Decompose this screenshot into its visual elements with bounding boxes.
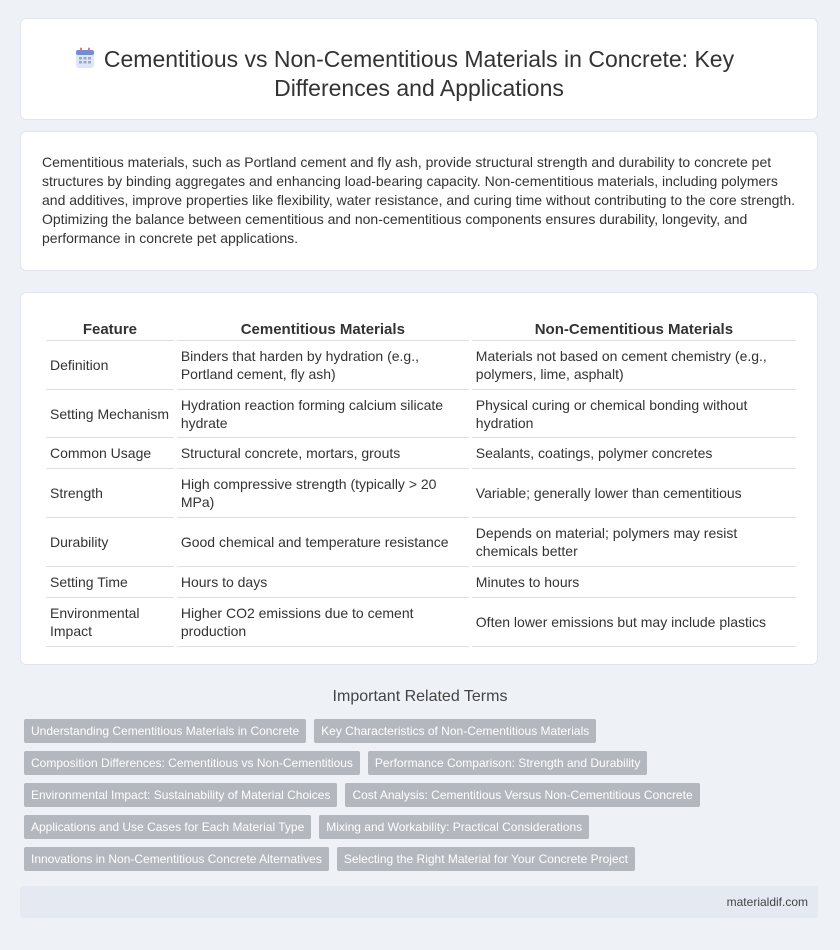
- table-row: [46, 518, 796, 567]
- row-non-cementitious: Physical curing or chemical bonding without hydration: [472, 390, 796, 438]
- tag-row: [24, 719, 724, 743]
- tag-row: [24, 815, 724, 839]
- related-term-link[interactable]: Key Characteristics of Non-Cementitious Materials: [314, 719, 596, 743]
- row-cementitious: High compressive strength (typically > 20 MPa): [177, 469, 469, 518]
- site-name[interactable]: materialdif.com: [726, 895, 808, 909]
- table-row: [46, 341, 796, 390]
- row-non-cementitious: Minutes to hours: [472, 567, 796, 598]
- row-feature: Common Usage: [46, 438, 174, 469]
- row-cementitious: Good chemical and temperature resistance: [177, 518, 469, 567]
- related-term-link[interactable]: Innovations in Non-Cementitious Concrete Alternatives: [24, 847, 329, 871]
- table-row: [46, 438, 796, 469]
- intro-paragraph: Cementitious materials, such as Portland cement and fly ash, provide structural strength and durability to concrete pet structures by binding aggregates and enhancing load-bearing capacity. Non-cementitious materials, including polymers and additives, improve properties like flexibility, water resistance, and curing time without contributing to the core strength. Optimizing the balance between cementitious and non-cementitious components ensures durability, longevity, and performance in concrete pet applications.: [42, 154, 795, 246]
- tag-row: [24, 751, 724, 775]
- row-cementitious: Structural concrete, mortars, grouts: [177, 438, 469, 469]
- related-term-link[interactable]: Performance Comparison: Strength and Durability: [368, 751, 647, 775]
- table-row: [46, 469, 796, 518]
- row-feature: Strength: [46, 469, 174, 518]
- row-non-cementitious: Variable; generally lower than cementitious: [472, 469, 796, 518]
- row-cementitious: Higher CO2 emissions due to cement production: [177, 598, 469, 647]
- table-row: [46, 567, 796, 598]
- related-term-link[interactable]: Mixing and Workability: Practical Considerations: [319, 815, 589, 839]
- row-non-cementitious: Sealants, coatings, polymer concretes: [472, 438, 796, 469]
- header-cementitious: Cementitious Materials: [177, 316, 469, 341]
- row-non-cementitious: Materials not based on cement chemistry (e.g., polymers, lime, asphalt): [472, 341, 796, 390]
- row-feature: Setting Time: [46, 567, 174, 598]
- table-row: [46, 598, 796, 647]
- row-non-cementitious: Depends on material; polymers may resist chemicals better: [472, 518, 796, 567]
- related-term-link[interactable]: Applications and Use Cases for Each Material Type: [24, 815, 311, 839]
- row-feature: Definition: [46, 341, 174, 390]
- tag-row: [24, 847, 724, 871]
- tag-row: [24, 783, 724, 807]
- row-feature: Durability: [46, 518, 174, 567]
- related-terms-list: [24, 719, 724, 879]
- row-feature: Setting Mechanism: [46, 390, 174, 438]
- related-term-link[interactable]: Understanding Cementitious Materials in Concrete: [24, 719, 306, 743]
- comparison-card: [20, 292, 818, 665]
- row-cementitious: Hours to days: [177, 567, 469, 598]
- row-non-cementitious: Often lower emissions but may include plastics: [472, 598, 796, 647]
- header-non-cementitious: Non-Cementitious Materials: [472, 316, 796, 341]
- related-terms-title: Important Related Terms: [332, 688, 508, 705]
- row-cementitious: Hydration reaction forming calcium silicate hydrate: [177, 390, 469, 438]
- header-card: [20, 18, 818, 120]
- header-feature: Feature: [46, 316, 174, 341]
- footer: [20, 886, 818, 918]
- related-term-link[interactable]: Selecting the Right Material for Your Concrete Project: [337, 847, 635, 871]
- row-cementitious: Binders that harden by hydration (e.g., Portland cement, fly ash): [177, 341, 469, 390]
- table-row: [46, 390, 796, 438]
- row-feature: Environmental Impact: [46, 598, 174, 647]
- table-header-row: [46, 316, 796, 341]
- intro-card: [20, 131, 818, 271]
- comparison-table: [43, 316, 799, 647]
- related-term-link[interactable]: Cost Analysis: Cementitious Versus Non-Cementitious Concrete: [345, 783, 699, 807]
- related-term-link[interactable]: Composition Differences: Cementitious vs Non-Cementitious: [24, 751, 360, 775]
- page-title: Cementitious vs Non-Cementitious Materials in Concrete: Key Differences and Applications: [103, 46, 735, 101]
- related-term-link[interactable]: Environmental Impact: Sustainability of Material Choices: [24, 783, 337, 807]
